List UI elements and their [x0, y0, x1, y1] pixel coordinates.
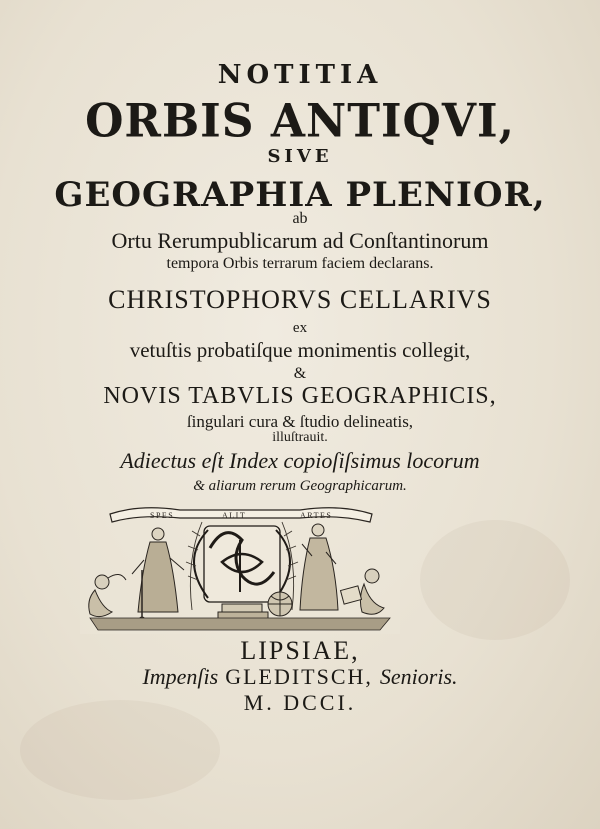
title-line-geographia: GEOGRAPHIA PLENIOR,	[54, 175, 546, 215]
imprint-senioris: Senioris.	[379, 664, 458, 689]
paper-stain	[420, 520, 570, 640]
author-name: CHRISTOPHORVS CELLARIVS	[108, 285, 492, 314]
title-line-ab: ab	[292, 210, 308, 227]
engraving-ground	[90, 618, 390, 630]
title-line-illustrauit: illuſtrauit.	[272, 430, 328, 445]
imprint-place: LIPSIAE,	[240, 636, 360, 665]
title-line-orbis-antiqui: ORBIS ANTIQVI,	[85, 94, 515, 149]
banner-word-alit: ALIT	[222, 511, 247, 520]
title-line-singulari: ſingulari cura & ſtudio delineatis,	[186, 412, 414, 431]
title-line-sive: SIVE	[267, 146, 333, 167]
imprint-publisher-line	[0, 664, 600, 690]
imprint-impensis: Impenſis	[142, 664, 219, 689]
title-line-novis-tabulis: NOVIS TABVLIS GEOGRAPHICIS,	[103, 383, 497, 409]
imprint-publisher-name: GLEDITSCH,	[225, 664, 373, 689]
printers-emblem-engraving	[80, 500, 400, 634]
title-line-vetustis: vetuſtis probatiſque monimentis collegit,	[129, 338, 471, 362]
monogram-cartouche	[194, 526, 290, 602]
title-line-ex: ex	[292, 320, 308, 336]
banner-word-artes: ARTES	[300, 511, 333, 520]
title-line-ortu: Ortu Rerumpublicarum ad Conſtantinorum	[111, 228, 489, 253]
title-line-tempora: tempora Orbis terrarum faciem declarans.	[166, 255, 434, 272]
banner-word-spes: SPES	[150, 511, 175, 520]
imprint-year: M. DCCI.	[243, 690, 357, 715]
title-line-notitia: NOTITIA	[217, 60, 383, 90]
title-line-ampersand: &	[293, 365, 307, 382]
title-line-aliarum: & aliarum rerum Geographicarum.	[193, 478, 407, 494]
title-line-adiectus: Adiectus eſt Index copioſiſsimus locorum	[120, 448, 480, 473]
